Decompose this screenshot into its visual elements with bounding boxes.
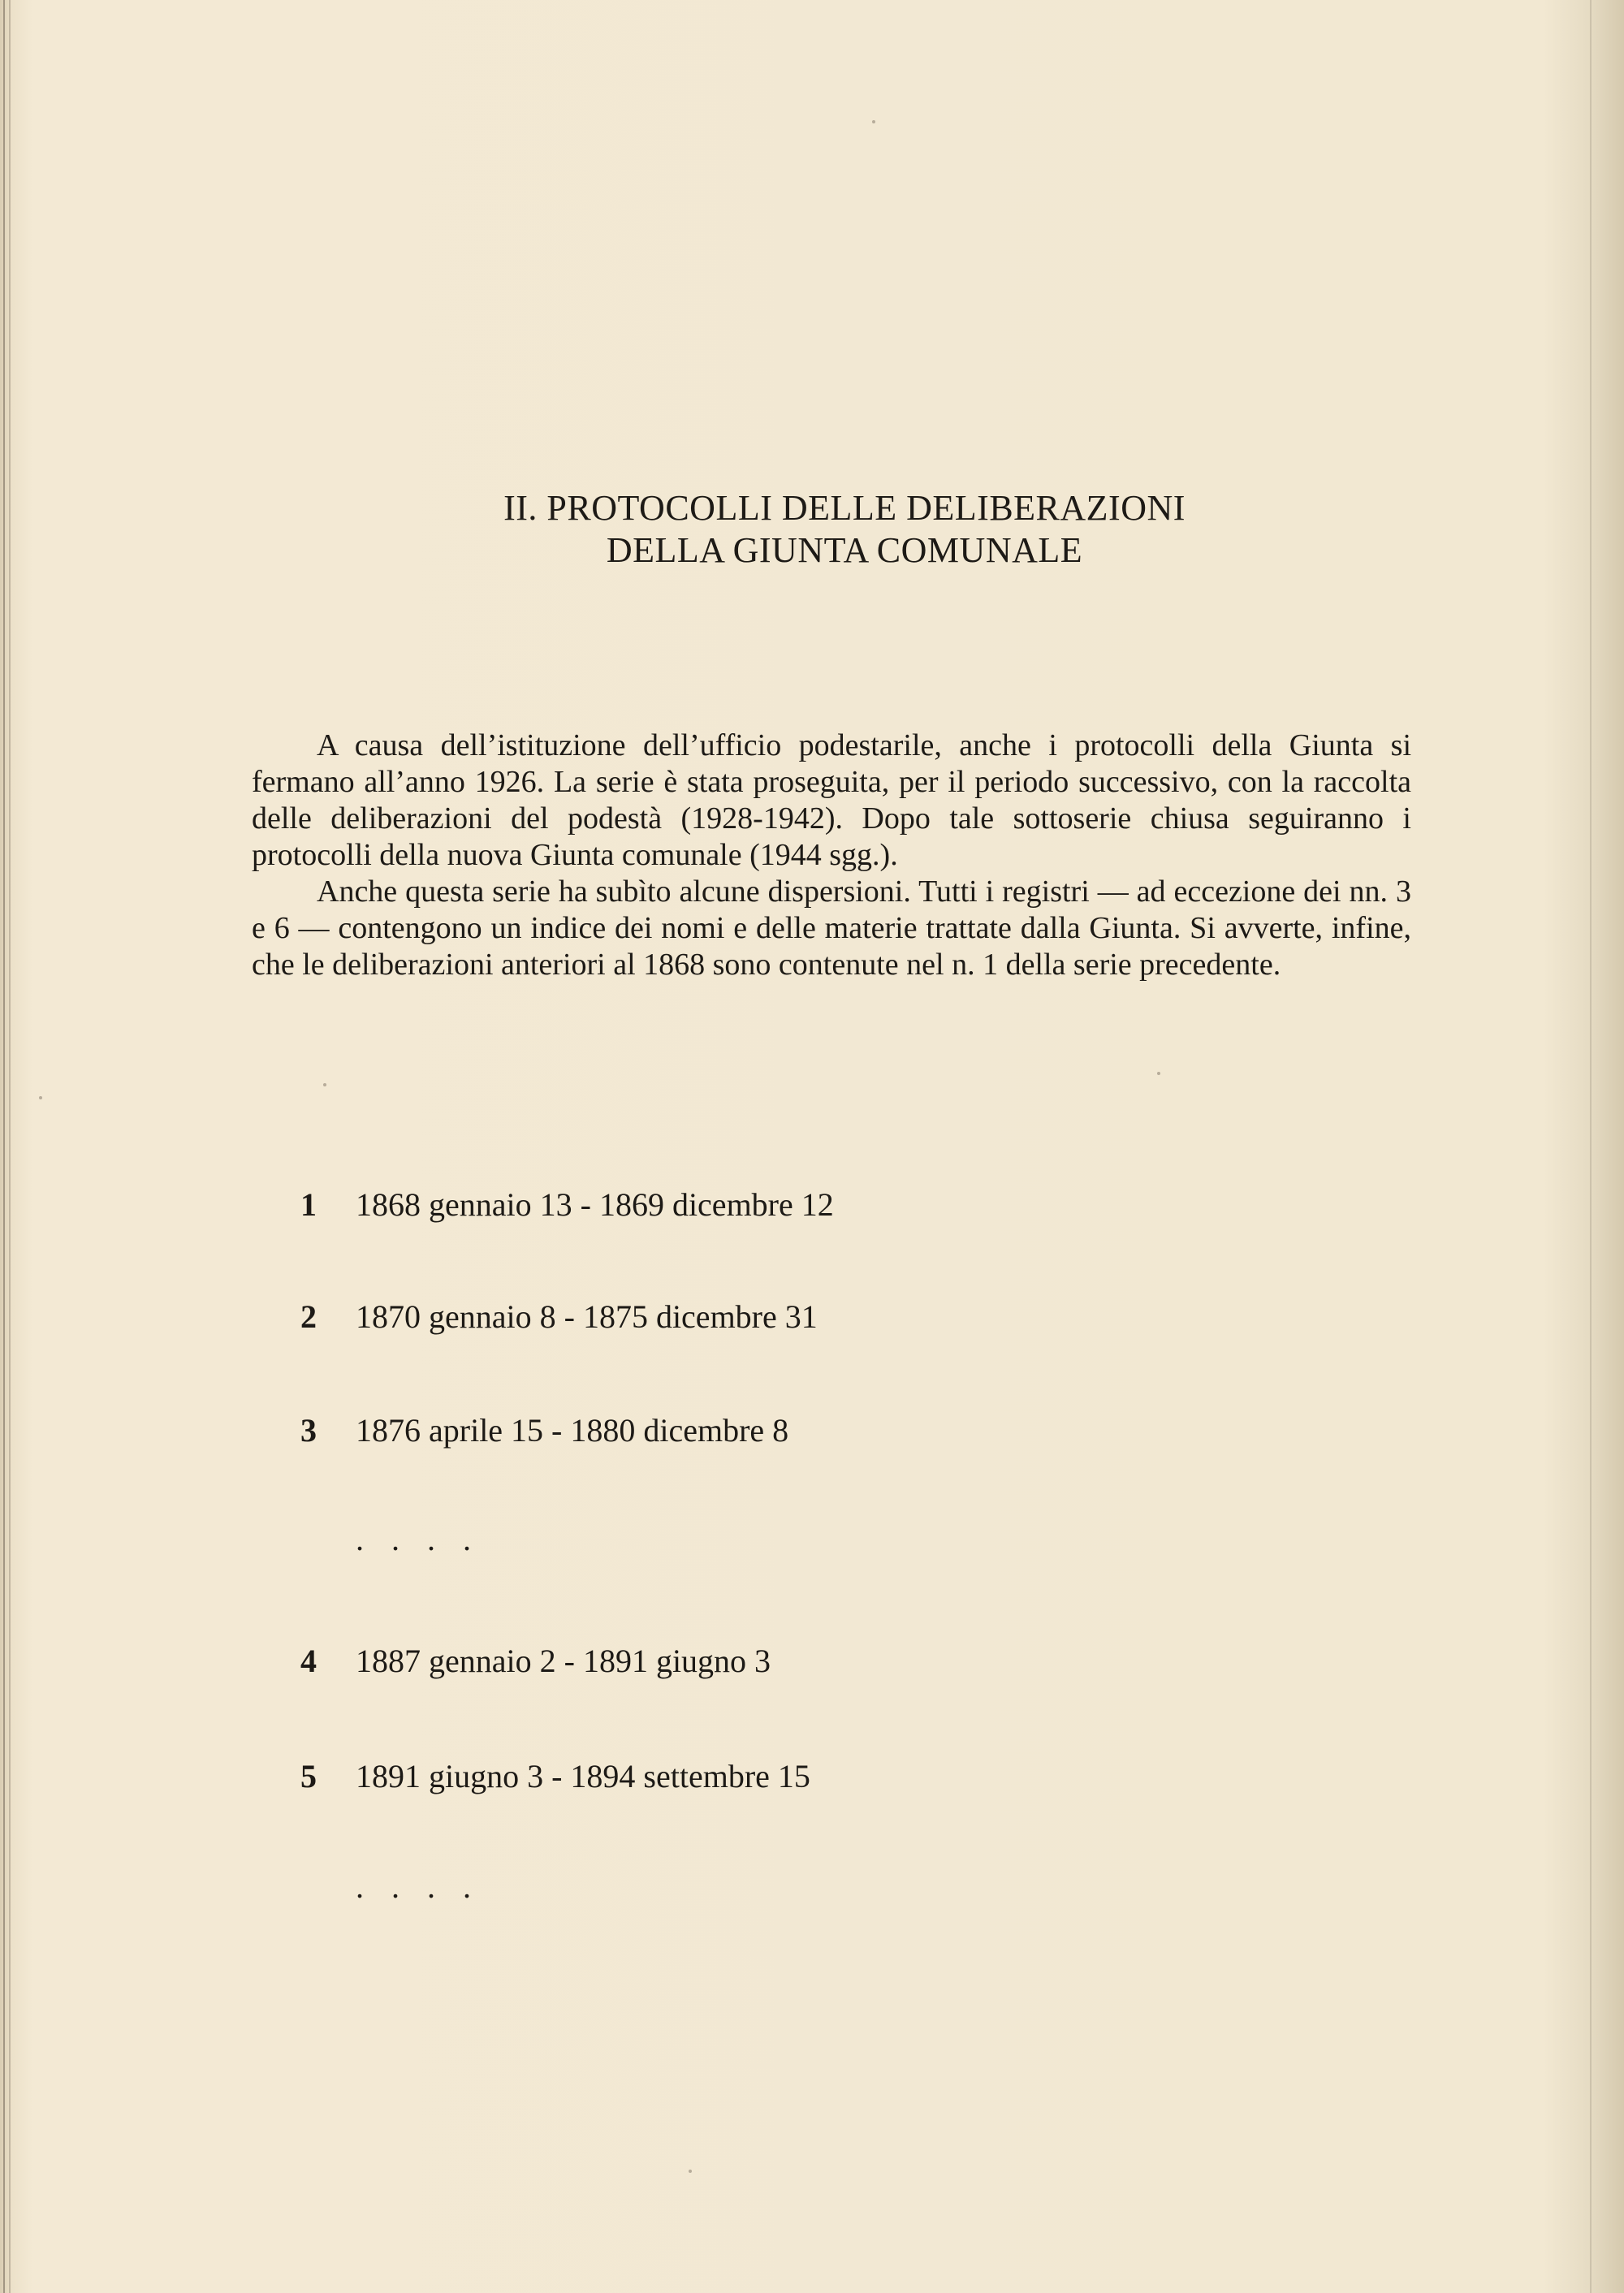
register-entry	[300, 1642, 771, 1680]
heading-line-1: II. PROTOCOLLI DELLE DELIBERAZIONI	[503, 488, 1186, 528]
paper-speck	[323, 1083, 326, 1086]
register-entry	[300, 1185, 834, 1224]
entry-dates: 1870 gennaio 8 - 1875 dicembre 31	[356, 1298, 818, 1335]
entry-dates: 1868 gennaio 13 - 1869 dicembre 12	[356, 1186, 834, 1223]
register-entry	[300, 1298, 818, 1336]
spine-edge-line	[3, 0, 5, 2293]
entry-dates: 1891 giugno 3 - 1894 settembre 15	[356, 1758, 810, 1794]
paragraph: A causa dell’istituzione dell’ufficio podestarile, anche i protocolli della Giunta si fermano all’anno 1926. La serie è stata proseguita, per il periodo successivo, con la raccolta delle deliberazioni del podestà (1928-1942). Dopo tale sottoserie chiusa seguiranno i protocolli della nuova Giunta comunale (1944 sgg.).	[252, 728, 1411, 872]
paper-speck	[1157, 1072, 1160, 1075]
paper-speck	[872, 120, 875, 123]
page-edge-shadow	[1590, 0, 1592, 2293]
paper-speck	[689, 2170, 692, 2173]
gap-ellipsis: . . . .	[356, 1521, 481, 1557]
spine-edge-line	[9, 0, 11, 2293]
section-heading	[325, 487, 1364, 572]
paper-speck	[39, 1096, 42, 1099]
introduction	[252, 728, 1411, 983]
entry-number: 1	[300, 1186, 317, 1223]
register-entry	[300, 1411, 788, 1449]
heading-line-2: DELLA GIUNTA COMUNALE	[606, 530, 1083, 570]
gap-ellipsis: . . . .	[356, 1868, 481, 1905]
entry-number: 3	[300, 1412, 317, 1449]
paragraph: Anche questa serie ha subìto alcune dispersioni. Tutti i registri — ad eccezione dei nn. 3 e 6 — contengono un indice dei nomi e delle materie trattate dalla Giunta. Si avverte, infine, che le deliberazioni anteriori al 1868 sono contenute nel n. 1 della serie precedente.	[252, 874, 1411, 982]
entry-number: 4	[300, 1643, 317, 1679]
entry-number: 2	[300, 1298, 317, 1335]
entry-number: 5	[300, 1758, 317, 1794]
entry-dates: 1876 aprile 15 - 1880 dicembre 8	[356, 1412, 789, 1449]
entry-dates: 1887 gennaio 2 - 1891 giugno 3	[356, 1643, 771, 1679]
register-entry	[300, 1757, 810, 1795]
